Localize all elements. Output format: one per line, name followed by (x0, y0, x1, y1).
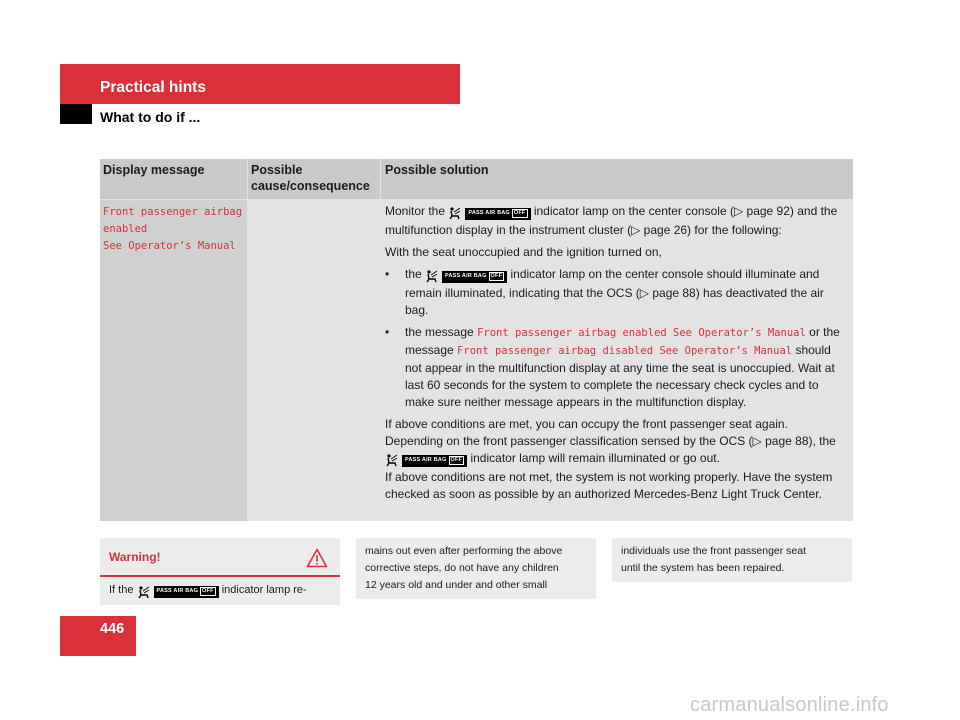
display-message-reference: Front passenger airbag disabled See Operator’s Manual (457, 345, 793, 357)
text-line: until the system has been repaired. (621, 562, 785, 574)
display-message-reference: Front passenger airbag enabled See Operator’s Manual (477, 327, 806, 339)
solution-paragraph: If above conditions are met, you can occupy the front passenger seat again. Depending on the front passenger classification sensed by the OCS (▷ page 88), the PASS AIR BAG OFF indicator lamp will remain illuminated or go out. (385, 416, 847, 469)
text-line: individuals use the front passenger seat (621, 545, 807, 557)
header-possible-cause: Possible cause/consequence (248, 159, 380, 199)
display-message-cell (100, 200, 247, 521)
text-line: mains out even after performing the above (365, 545, 563, 557)
header-display-message: Display message (100, 159, 247, 199)
pass-airbag-off-icon: PASS AIR BAG OFF (425, 268, 507, 285)
possible-solution-cell (381, 200, 853, 521)
possible-cause-cell (248, 200, 380, 521)
solution-paragraph: With the seat unoccupied and the ignition turned on, (385, 245, 662, 259)
pass-airbag-off-icon: PASS AIR BAG OFF (385, 452, 467, 469)
text-line: corrective steps, do not have any children (365, 562, 559, 574)
pass-airbag-off-icon: PASS AIR BAG OFF (137, 586, 219, 599)
text-line: 12 years old and under and other small (365, 579, 548, 591)
warning-continued-box (612, 538, 852, 582)
section-subtitle: What to do if ... (100, 109, 201, 125)
pass-airbag-off-icon: PASS AIR BAG OFF (448, 205, 530, 222)
warning-title: Warning! (109, 550, 161, 564)
warning-triangle-icon (306, 548, 328, 568)
display-message-line: Front passenger airbag (103, 206, 243, 218)
solution-paragraph: If above conditions are not met, the system is not working properly. Have the system checked as soon as possible by an authorized Mercedes-Benz Light Truck Center. (385, 470, 833, 501)
section-title: Practical hints (100, 79, 206, 96)
header-possible-solution: Possible solution (381, 159, 853, 199)
warning-header (100, 538, 340, 577)
page-number: 446 (100, 621, 125, 637)
display-message-table (100, 159, 853, 521)
solution-paragraph: Monitor the PASS AIR BAG OFF indicator lamp on the center console (▷ page 92) and the multifunction display in the instrument cluster (▷ page 26) for the following: (385, 204, 838, 237)
display-message-line: enabled (103, 223, 148, 235)
solution-bullet: • the message Front passenger airbag enabled See Operator’s Manual or the message Front passenger airbag disabled See Operator’s Manual should not appear in the multifunction display at any time the seat is unoccupied. Wait at last 60 seconds for the system to complete the necessary check cycles and to make sure neither message appears in the multifunction display. (385, 325, 840, 409)
solution-bullet: • the PASS AIR BAG OFF indicator lamp on the center console should illuminate and remain illuminated, indicating that the OCS (▷ page 88) has deactivated the air bag. (385, 267, 824, 317)
display-message-line: See Operator’s Manual (103, 240, 236, 252)
header-marker (60, 104, 92, 124)
page-number-bar (60, 616, 136, 656)
warning-text: If the PASS AIR BAG OFF indicator lamp re- (109, 584, 307, 599)
warning-continued-box (356, 538, 596, 599)
watermark: carmanualsonline.info (690, 694, 889, 716)
warning-box (100, 538, 340, 605)
